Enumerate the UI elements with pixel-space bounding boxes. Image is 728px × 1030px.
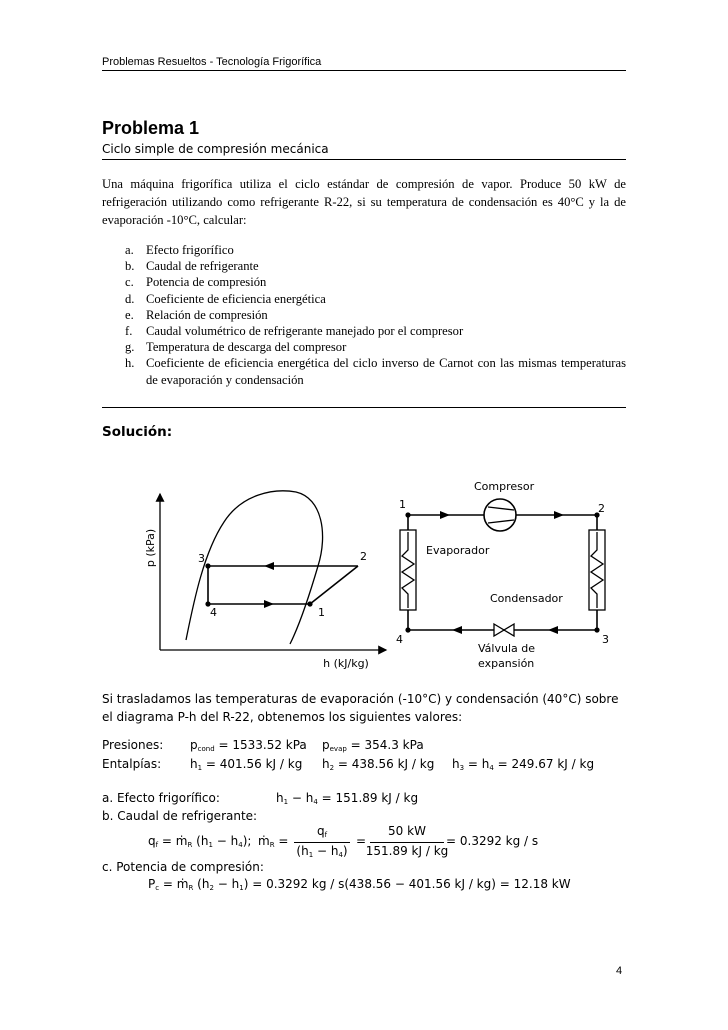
part-c-label: c. Potencia de compresión: — [102, 860, 264, 874]
valve-label-line2: expansión — [478, 657, 535, 670]
part-a-equation: $h_1 - h_4 = 151.89$ kJ / kg — [276, 791, 419, 806]
expansion-valve-icon — [494, 624, 514, 636]
y-axis-label: p (kPa) — [144, 528, 157, 568]
list-item — [125, 307, 626, 323]
item-letter: d. — [125, 291, 135, 306]
part-a-result: = 151.89 kJ / kg — [321, 791, 419, 805]
x-axis-label: h (kJ/kg) — [323, 657, 369, 670]
arrow-left-icon — [264, 562, 274, 570]
circuit-point-1: 1 — [399, 498, 406, 511]
point-label-1: 1 — [318, 606, 325, 619]
point-3-marker — [205, 563, 210, 568]
point-4-marker — [405, 627, 410, 632]
list-item — [125, 242, 626, 258]
part-c-equation-rest: = 0.3292 kg / s(438.56 − 401.56 kJ / kg) = 12.18 kW — [252, 877, 571, 891]
part-b-result: = 0.3292 kg / s — [446, 834, 539, 848]
part-a-label: a. Efecto frigorífico: — [102, 791, 220, 805]
qf-equation: $q_f$ = ṁ$_R$ $(h_1 - h_4)$; — [148, 834, 252, 849]
circuit-point-4: 4 — [396, 633, 403, 646]
cycle-line-1-2 — [310, 566, 358, 604]
part-b-label: b. Caudal de refrigerante: — [102, 809, 258, 823]
fraction-qf-denominator: $(h_1 - h_4)$ — [296, 844, 348, 859]
p-cond: $p_{cond} = 1533.52$ kPa — [190, 738, 307, 753]
condenser-label: Condensador — [490, 592, 563, 605]
item-text: Relación de compresión — [146, 307, 268, 322]
h34-value: = 249.67 kJ / kg — [497, 757, 595, 771]
item-text: Temperatura de descarga del compresor — [146, 340, 347, 355]
fraction-bar — [294, 842, 350, 843]
mr-equation: ṁ$_R$ = — [258, 834, 289, 849]
fraction-bar — [370, 842, 444, 843]
item-text: Coeficiente de eficiencia energética — [146, 291, 326, 306]
item-letter: c. — [125, 275, 134, 290]
header-rule — [102, 70, 626, 71]
item-text: Efecto frigorífico — [146, 243, 234, 257]
problem-title: Problema 1 — [102, 118, 200, 138]
list-item — [125, 274, 626, 290]
item-text: Caudal volumétrico de refrigerante manejado por el compresor — [146, 324, 464, 339]
evaporator-label: Evaporador — [426, 544, 490, 557]
h2: $h_2 = 438.56$ kJ / kg — [322, 757, 435, 772]
p-cond-value: = 1533.52 kPa — [218, 738, 307, 752]
statement-rule — [102, 407, 626, 408]
fraction-denominator: 151.89 kJ / kg — [365, 844, 449, 858]
arrow-left-icon — [548, 626, 558, 634]
point-1-marker — [307, 601, 312, 606]
list-item — [125, 339, 626, 355]
fraction-qf-numerator: $q_f$ — [316, 824, 328, 839]
refrigeration-circuit — [388, 470, 628, 680]
h3-h4: $h_3 = h_4 = 249.67$ kJ / kg — [452, 757, 595, 772]
pressures-label: Presiones: — [102, 738, 164, 752]
circuit-point-2: 2 — [598, 502, 605, 515]
list-item — [125, 323, 626, 339]
arrow-right-icon — [264, 600, 274, 608]
arrow-right-icon — [440, 511, 450, 519]
item-text: Potencia de compresión — [146, 275, 267, 290]
list-item — [125, 291, 626, 307]
item-letter: b. — [125, 259, 135, 274]
compressor-icon — [484, 499, 516, 531]
point-label-4: 4 — [210, 606, 217, 619]
solution-label: Solución: — [102, 424, 173, 440]
item-letter: f. — [125, 324, 133, 339]
arrow-left-icon — [452, 626, 462, 634]
compressor-label: Compresor — [474, 480, 535, 493]
point-1-marker — [405, 512, 410, 517]
item-letter: h. — [125, 356, 135, 371]
point-3-marker — [594, 627, 599, 632]
h1-value: = 401.56 kJ / kg — [205, 757, 303, 771]
h1: $h_1 = 401.56$ kJ / kg — [190, 757, 303, 772]
fraction-numerator: 50 kW — [388, 824, 426, 838]
part-c-equation: $P_c$ = ṁ$_R$ $(h_2 - h_1) = 0.3292$ kg / s(438.56 − 401.56 kJ / kg) = 12.18 kW — [148, 877, 571, 892]
valve-label-line1: Válvula de — [478, 642, 535, 655]
question-list — [125, 242, 626, 388]
problem-subtitle: Ciclo simple de compresión mecánica — [102, 142, 329, 156]
ph-diagram — [128, 480, 400, 672]
enthalpies-label: Entalpías: — [102, 757, 162, 771]
item-letter: a. — [125, 243, 134, 257]
item-letter: g. — [125, 340, 135, 355]
page-header: Problemas Resueltos - Tecnología Frigorífica — [102, 56, 322, 68]
circuit-point-3: 3 — [602, 633, 609, 646]
problem-statement: Una máquina frigorífica utiliza el ciclo estándar de compresión de vapor. Produce 50 kW de refrigeración utilizando como refrigerante R-22, si su temperatura de condensación es 40°C y la de evaporación -10°C, calcular: — [102, 177, 626, 227]
list-item — [125, 258, 626, 274]
p-evap-value: = 354.3 kPa — [350, 738, 424, 752]
transfer-text: Si trasladamos las temperaturas de evaporación (-10°C) y condensación (40°C) sobre el diagrama P-h del R-22, obtenemos los siguientes valores: — [102, 692, 619, 724]
item-text: Caudal de refrigerante — [146, 259, 259, 274]
point-label-2: 2 — [360, 550, 367, 563]
list-item — [125, 355, 626, 387]
p-evap: $p_{evap} = 354.3$ kPa — [322, 738, 424, 753]
item-letter: e. — [125, 307, 134, 322]
page-number: 4 — [616, 965, 623, 977]
item-text: Coeficiente de eficiencia energética del ciclo inverso de Carnot con las mismas temperaturas de evaporación y condensación — [146, 356, 626, 387]
point-label-3: 3 — [198, 552, 205, 565]
h2-value: = 438.56 kJ / kg — [337, 757, 435, 771]
subtitle-rule — [102, 159, 626, 160]
arrow-right-icon — [554, 511, 564, 519]
equals-sign: = — [356, 834, 367, 848]
